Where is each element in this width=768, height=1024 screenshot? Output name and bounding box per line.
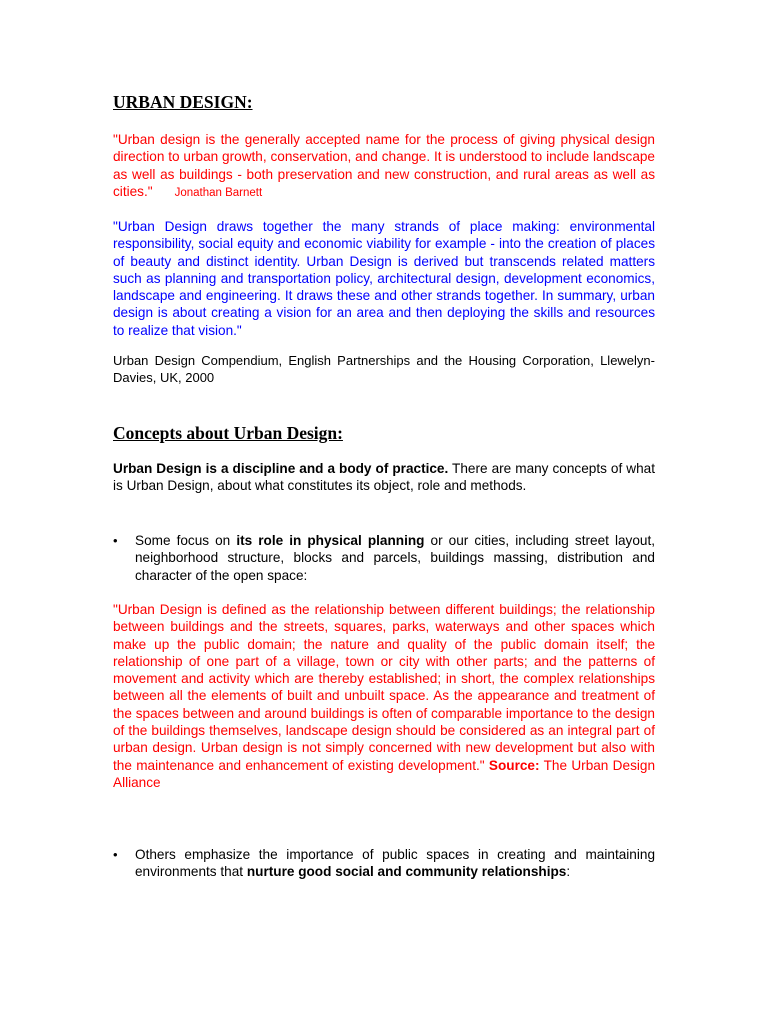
bullet-public-spaces-text <box>135 846 655 881</box>
bullet1-bold: its role in physical planning <box>236 533 425 548</box>
quote-barnett-author: Jonathan Barnett <box>174 186 263 199</box>
bullet2-bold: nurture good social and community relationships <box>246 864 567 880</box>
bullet-marker: • <box>113 847 118 862</box>
intro-rest: There are many concepts of what is Urban Design, about what constitutes its object, role and methods. <box>113 461 655 494</box>
quote-barnett-text: "Urban design is the generally accepted name for the process of giving physical design direction to urban growth, conservation, and change. It is understood to include landscape as well as buildings - both preservation and new construction, and rural areas as well as cities." <box>113 132 655 199</box>
quote-alliance-text: "Urban Design is defined as the relationship between different buildings; the relationship between buildings and the streets, squares, parks, waterways and other spaces which make up the public domain; the nature and quality of the public domain itself; the relationship of one part of a village, town or city with other parts; and the patterns of movement and activity which are thereby established; in short, the complex relationships between all the elements of built and unbuilt space. As the appearance and treatment of the spaces between and around buildings is often of comparable importance to the design of the buildings themselves, landscape design should be considered as an integral part of urban design. Urban design is not simply concerned with new development but also with the maintenance and enhancement of existing development." <box>113 602 655 773</box>
bullet2-pre: Others emphasize the importance of public spaces in creating and maintaining environments that <box>135 847 655 880</box>
citation-compendium: Urban Design Compendium, English Partnerships and the Housing Corporation, Llewelyn-Davies, UK, 2000 <box>113 353 655 386</box>
bullet1-post: or our cities, including street layout, neighborhood structure, blocks and parcels, buildings massing, distribution and character of the open space: <box>135 533 656 583</box>
bullet2-post: : <box>566 864 571 880</box>
quote-alliance <box>113 601 655 791</box>
bullet1-pre: Some focus on <box>135 533 237 548</box>
heading-urban-design: URBAN DESIGN: <box>113 92 253 112</box>
heading-concepts: Concepts about Urban Design: <box>113 423 343 443</box>
quote-barnett <box>113 131 655 202</box>
source-text: The Urban Design Alliance <box>113 757 656 790</box>
bullet-marker: • <box>113 533 118 548</box>
quote-compendium: "Urban Design draws together the many strands of place making: environmental responsibility, social equity and economic viability for example - into the creation of places of beauty and distinct identity. Urban Design is derived but transcends related matters such as planning and transportation policy, architectural design, development economics, landscape and engineering. It draws these and other strands together. In summary, urban design is about creating a vision for an area and then deploying the skills and resources to realize that vision." <box>113 219 655 338</box>
bullet-physical-planning-text <box>135 532 655 584</box>
source-label: Source: <box>488 757 540 773</box>
bullet-public-spaces <box>113 846 655 881</box>
intro-bold: Urban Design is a discipline and a body of practice. <box>113 461 449 476</box>
bullet-physical-planning <box>113 532 655 584</box>
intro-paragraph <box>113 460 655 495</box>
